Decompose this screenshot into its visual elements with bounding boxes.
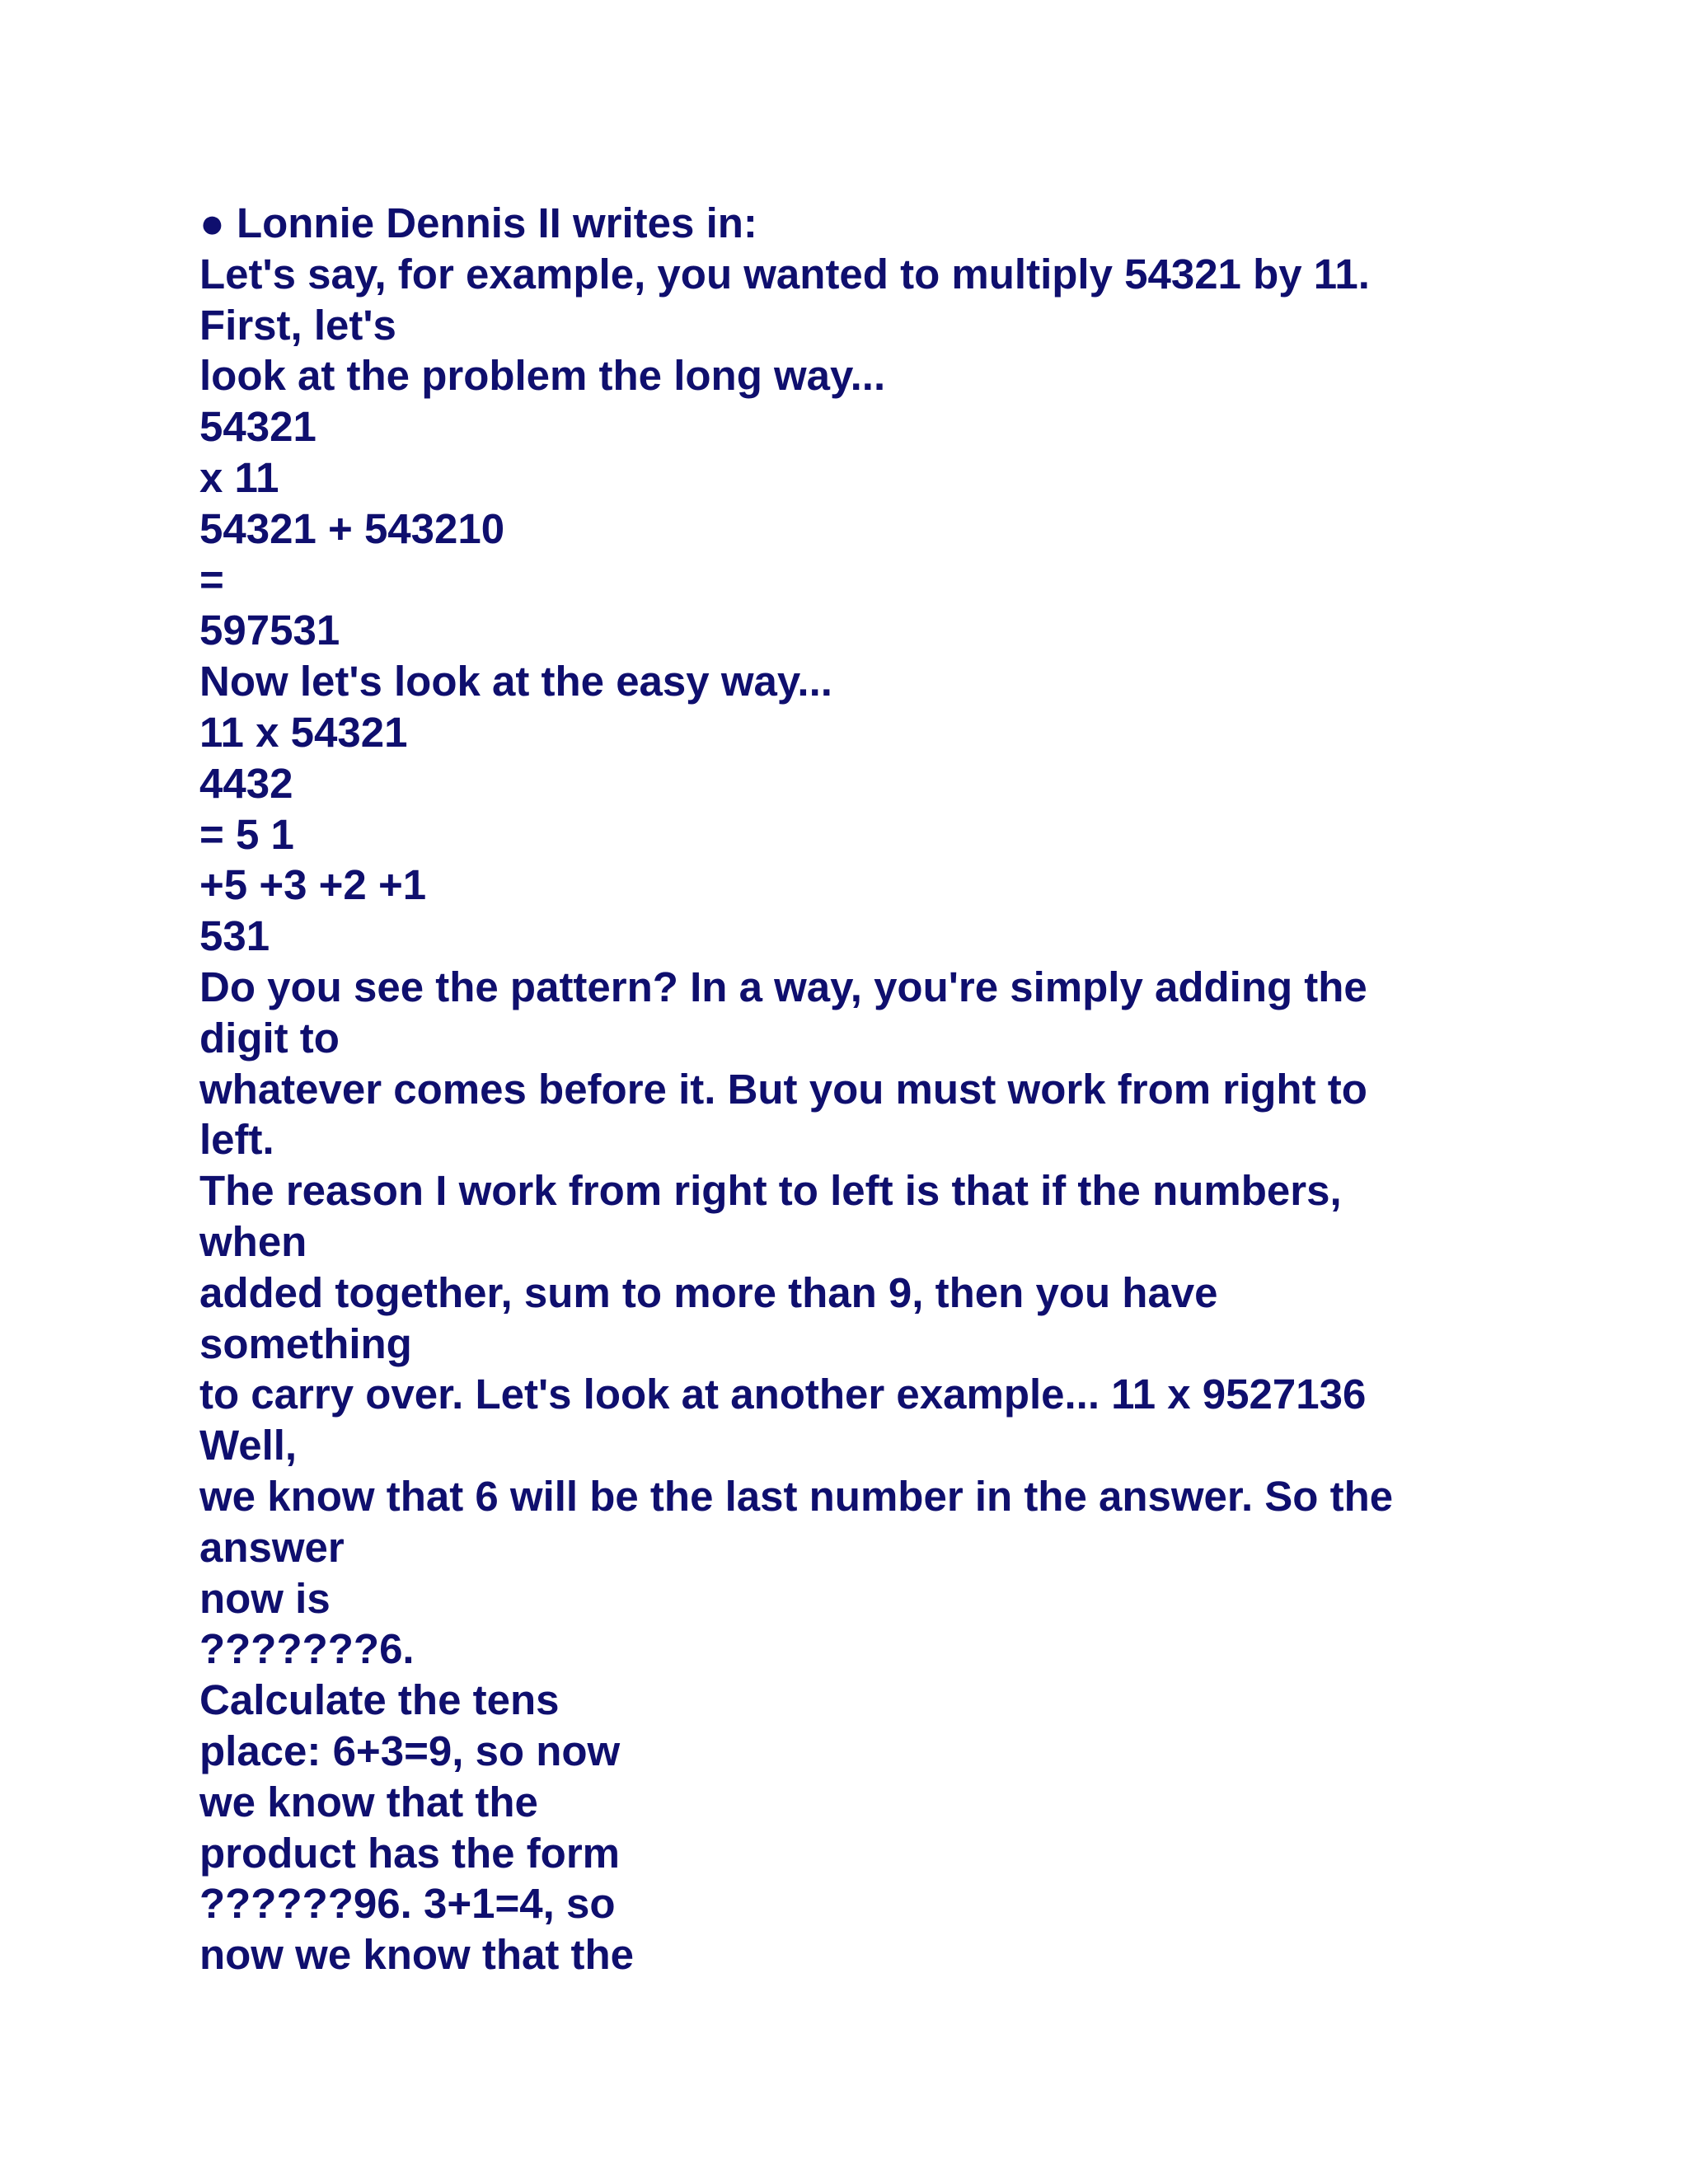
text-line: something (199, 1319, 412, 1367)
text-line: Let's say, for example, you wanted to multiply 54321 by 11. (199, 250, 1370, 298)
text-line: 597531 (199, 607, 340, 654)
text-line: ???????6. (199, 1625, 415, 1673)
text-line: 11 x 54321 (199, 708, 408, 756)
text-line: Now let's look at the easy way... (199, 658, 832, 705)
text-line: 531 (199, 912, 270, 960)
text-line: x 11 (199, 453, 279, 501)
text-line: we know that 6 will be the last number in the answer. So the (199, 1472, 1394, 1520)
text-line: First, let's (199, 301, 396, 349)
text-line: ??????96. 3+1=4, so (199, 1880, 616, 1928)
text-line: 4432 (199, 759, 293, 807)
text-line: 54321 + 543210 (199, 504, 505, 552)
text-line: we know that the (199, 1778, 538, 1825)
text-line: whatever comes before it. But you must work from right to (199, 1065, 1367, 1113)
text-line: Do you see the pattern? In a way, you're simply adding the (199, 963, 1367, 1010)
text-line: now is (199, 1574, 331, 1622)
document-text (199, 198, 1518, 1980)
text-line: to carry over. Let's look at another example... 11 x 9527136 (199, 1371, 1367, 1418)
text-line: Calculate the tens (199, 1676, 560, 1724)
text-line: digit to (199, 1014, 340, 1062)
text-line: when (199, 1217, 307, 1265)
text-line: added together, sum to more than 9, then you have (199, 1268, 1218, 1316)
text-line: product has the form (199, 1829, 621, 1877)
text-line: = 5 1 (199, 810, 294, 858)
text-line: look at the problem the long way... (199, 352, 886, 400)
text-line: answer (199, 1523, 345, 1571)
text-line: The reason I work from right to left is that if the numbers, (199, 1167, 1342, 1215)
text-line: = (199, 555, 224, 603)
text-line: left. (199, 1116, 274, 1164)
text-line: +5 +3 +2 +1 (199, 861, 427, 909)
text-line: now we know that the (199, 1931, 635, 1979)
text-line: Well, (199, 1422, 298, 1469)
text-line: place: 6+3=9, so now (199, 1727, 621, 1774)
text-line: ● Lonnie Dennis II writes in: (199, 199, 757, 246)
text-line: 54321 (199, 403, 316, 451)
